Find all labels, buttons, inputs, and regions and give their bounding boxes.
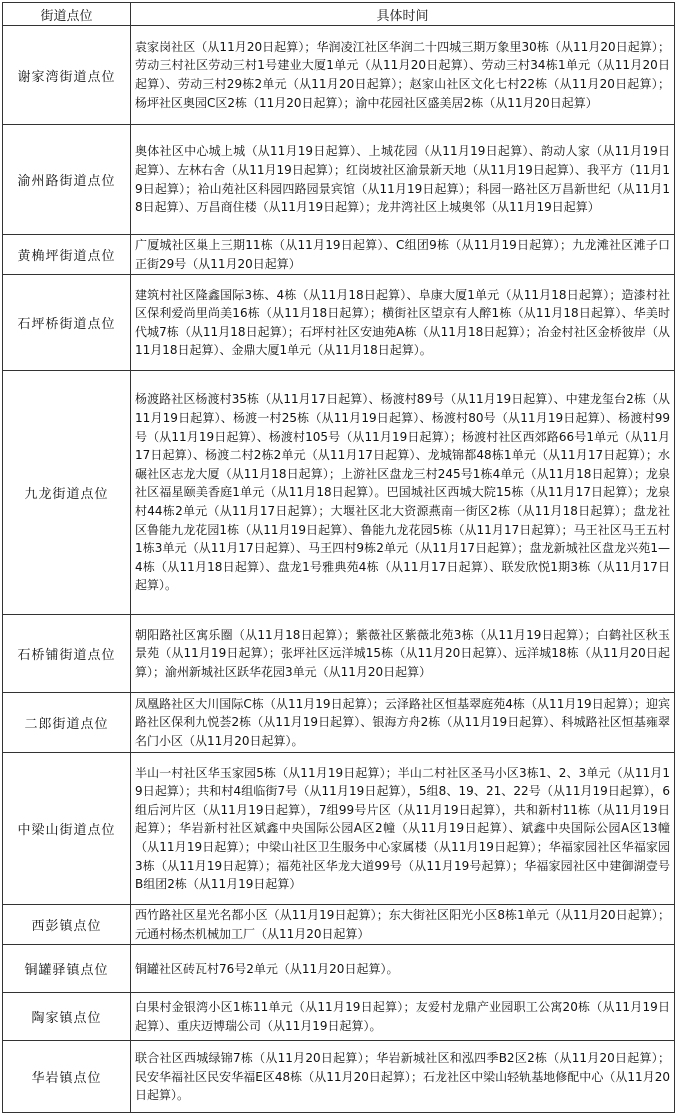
- row-name: 铜罐驿镇点位: [3, 945, 131, 993]
- row-name: 谢家湾街道点位: [3, 26, 131, 125]
- row-name: 渝州路街道点位: [3, 125, 131, 235]
- sampling-points-table: [2, 2, 675, 1113]
- row-detail: 白果村金银湾小区1栋11单元（从11月19日起算）；友爱村龙鼎产业园职工公寓20栋（从11月19日起算）、重庆迈博瑞公司（从11月19日起算）。: [131, 993, 675, 1041]
- row-name: 石桥铺街道点位: [3, 615, 131, 693]
- table-row: [3, 371, 675, 615]
- table-row: [3, 945, 675, 993]
- header-specific-time: 具体时间: [131, 3, 675, 26]
- row-detail: 西竹路社区星光名都小区（从11月19日起算）；东大街社区阳光小区8栋1单元（从11月20日起算）；元通村杨杰机械加工厂（从11月20日起算）: [131, 905, 675, 945]
- row-detail: 联合社区西城绿锦7栋（从11月20日起算）；华岩新城社区和泓四季B2区2栋（从11月20日起算）；民安华福社区民安华福E区48栋（从11月20日起算）；石龙社区中梁山轻轨基地修配中心（从11月20日起算）。: [131, 1041, 675, 1113]
- table-row: [3, 615, 675, 693]
- table-row: [3, 753, 675, 905]
- row-detail: 凤凰路社区大川国际C栋（从11月19日起算）；云泽路社区恒基翠庭苑4栋（从11月19日起算）；迎宾路社区保利九悦荟2栋（从11月19日起算）、银海方舟2栋（从11月19日起算）、科城路社区恒基雍翠名门小区（从11月20日起算）。: [131, 693, 675, 753]
- row-name: 西彭镇点位: [3, 905, 131, 945]
- table-row: [3, 26, 675, 125]
- row-name: 中梁山街道点位: [3, 753, 131, 905]
- row-detail: 广厦城社区巢上三期11栋（从11月19日起算）、C组团9栋（从11月19日起算）；九龙滩社区滩子口正街29号（从11月20日起算）: [131, 235, 675, 275]
- header-street-point: 街道点位: [3, 3, 131, 26]
- row-name: 石坪桥街道点位: [3, 275, 131, 371]
- row-detail: 半山一村社区华玉家园5栋（从11月19日起算）；半山二村社区圣马小区3栋1、2、3单元（从11月19日起算）；共和村4组临街7号（从11月19日起算），5组8、19、21、22号（从11月19日起算），6组后河片区（从11月19日起算），7组99号片区（从11月19日起算），共和新村11栋（从11月19日起算）；华岩新村社区斌鑫中央国际公园A区2幢（从11月19日起算）、斌鑫中央国际公园A区13幢（从11月19日起算）；中梁山社区卫生服务中心家属楼（从11月19日起算）；华福家园社区华福家园3栋（从11月19日起算）；福苑社区华龙大道99号（从11月19号起算）；华福家园社区中建御湖壹号B组团2栋（从11月19日起算）: [131, 753, 675, 905]
- row-detail: 杨渡路社区杨渡村35栋（从11月17日起算）、杨渡村89号（从11月19日起算）、中建龙玺台2栋（从11月19日起算）、杨渡一村25栋（从11月19日起算）、杨渡村80号（从11月19日起算）、杨渡村99号（从11月19日起算）、杨渡村105号（从11月19日起算）；杨渡村社区西郊路66号1单元（从11月17日起算）、杨渡二村2栋2单元（从11月17日起算）、龙城锦都48栋1单元（从11月17日起算）；水碾社区志龙大厦（从11月18日起算）；上游社区盘龙三村245号1栋4单元（从11月18日起算）；龙泉社区福星颐美香庭1单元（从11月18日起算）。巴国城社区西城大院15栋（从11月17日起算）；龙泉村44栋2单元（从11月17日起算）；大堰社区北大资源燕南一街区2栋（从11月18日起算）；盘龙社区鲁能九龙花园1栋（从11月19日起算）、鲁能九龙花园5栋（从11月17日起算）；马王社区马王五村1栋3单元（从11月17日起算）、马王四村9栋2单元（从11月17日起算）；盘龙新城社区盘龙兴苑1—4栋（从11月18日起算）、盘龙1号雅典苑4栋（从11月17日起算）、联发欣悦1期3栋（从11月17日起算）。: [131, 371, 675, 615]
- row-name: 陶家镇点位: [3, 993, 131, 1041]
- table-row: [3, 993, 675, 1041]
- table-row: [3, 905, 675, 945]
- row-name: 二郎街道点位: [3, 693, 131, 753]
- row-detail: 建筑村社区隆鑫国际3栋、4栋（从11月18日起算）、阜康大厦1单元（从11月18日起算）；造漆村社区保利爱尚里尚美16栋（从11月18日起算）；横街社区望京有人醉1栋（从11月18日起算）、华美时代城7栋（从11月18日起算）；石坪村社区安迪苑A栋（从11月18日起算）；冶金村社区金桥彼岸（从11月18日起算）、金鼎大厦1单元（从11月18日起算）。: [131, 275, 675, 371]
- row-name: 黄桷坪街道点位: [3, 235, 131, 275]
- table-row: [3, 275, 675, 371]
- row-name: 华岩镇点位: [3, 1041, 131, 1113]
- header-row: [3, 3, 675, 26]
- row-detail: 铜罐社区砖瓦村76号2单元（从11月20日起算）。: [131, 945, 675, 993]
- table-row: [3, 125, 675, 235]
- table-row: [3, 693, 675, 753]
- row-detail: 奥体社区中心城上城（从11月19日起算）、上城花园（从11月19日起算）、韵动人家（从11月19日起算）、左林右舍（从11月19日起算）；红岗坡社区渝景新天地（从11月19日起算）、我平方（11月19日起算）；袷山苑社区科园四路园景宾馆（从11月19日起算）；科园一路社区万昌新世纪（从11月18日起算）、万昌商住楼（从11月19日起算）；龙井湾社区上城奥邻（从11月19日起算）: [131, 125, 675, 235]
- table-row: [3, 235, 675, 275]
- row-detail: 袁家岗社区（从11月20日起算）；华润凌江社区华润二十四城三期万象里30栋（从11月20日起算）；劳动三村社区劳动三村1号建业大厦1单元（从11月20日起算）、劳动三村34栋1单元（从11月20日起算）、劳动三村29栋2单元（从11月20日起算）；赵家山社区文化七村22栋（从11月20日起算）；杨坪社区奥园C区2栋（11月20日起算）；渝中花园社区盛美居2栋（从11月20日起算）: [131, 26, 675, 125]
- table-row: [3, 1041, 675, 1113]
- row-name: 九龙街道点位: [3, 371, 131, 615]
- row-detail: 朝阳路社区寓乐圈（从11月18日起算）；紫薇社区紫薇北苑3栋（从11月19日起算）；白鹤社区秋玉景苑（从11月19日起算）；张坪社区远洋城15栋（从11月20日起算）、远洋城18栋（从11月20日起算）；渝州新城社区跃华花园3单元（从11月20日起算）: [131, 615, 675, 693]
